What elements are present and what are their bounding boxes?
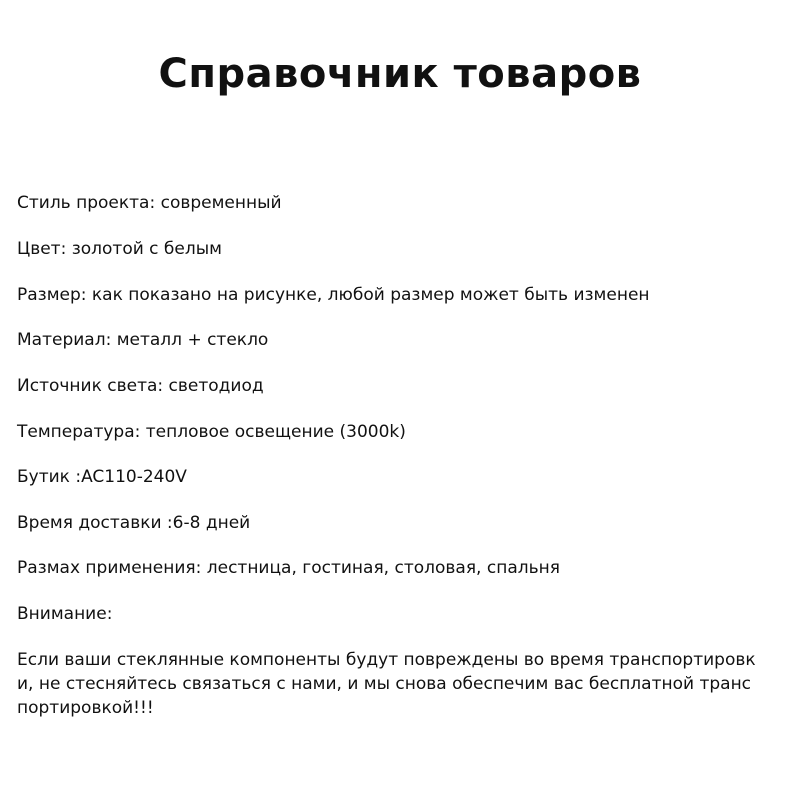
page-title: Справочник товаров (158, 51, 642, 97)
spec-line-application: Размах применения: лестница, гостиная, столовая, спальня (17, 558, 560, 578)
spec-line-color: Цвет: золотой с белым (17, 239, 222, 259)
spec-line-attention: Внимание: (17, 604, 113, 624)
spec-line-temperature: Температура: тепловое освещение (3000k) (17, 422, 406, 442)
notice-line: Если ваши стеклянные компоненты будут повреждены во время транспортировк (17, 650, 756, 670)
spec-line-delivery: Время доставки :6-8 дней (17, 513, 251, 533)
spec-line-material: Материал: металл + стекло (17, 330, 269, 350)
notice-paragraph (17, 648, 787, 720)
spec-line-voltage: Бутик :AC110-240V (17, 467, 187, 487)
notice-line: портировкой!!! (17, 698, 154, 718)
spec-line-light-source: Источник света: светодиод (17, 376, 264, 396)
notice-line: и, не стесняйтесь связаться с нами, и мы снова обеспечим вас бесплатной транс (17, 674, 752, 694)
spec-line-size: Размер: как показано на рисунке, любой размер может быть изменен (17, 285, 650, 305)
spec-line-style: Стиль проекта: современный (17, 193, 282, 213)
